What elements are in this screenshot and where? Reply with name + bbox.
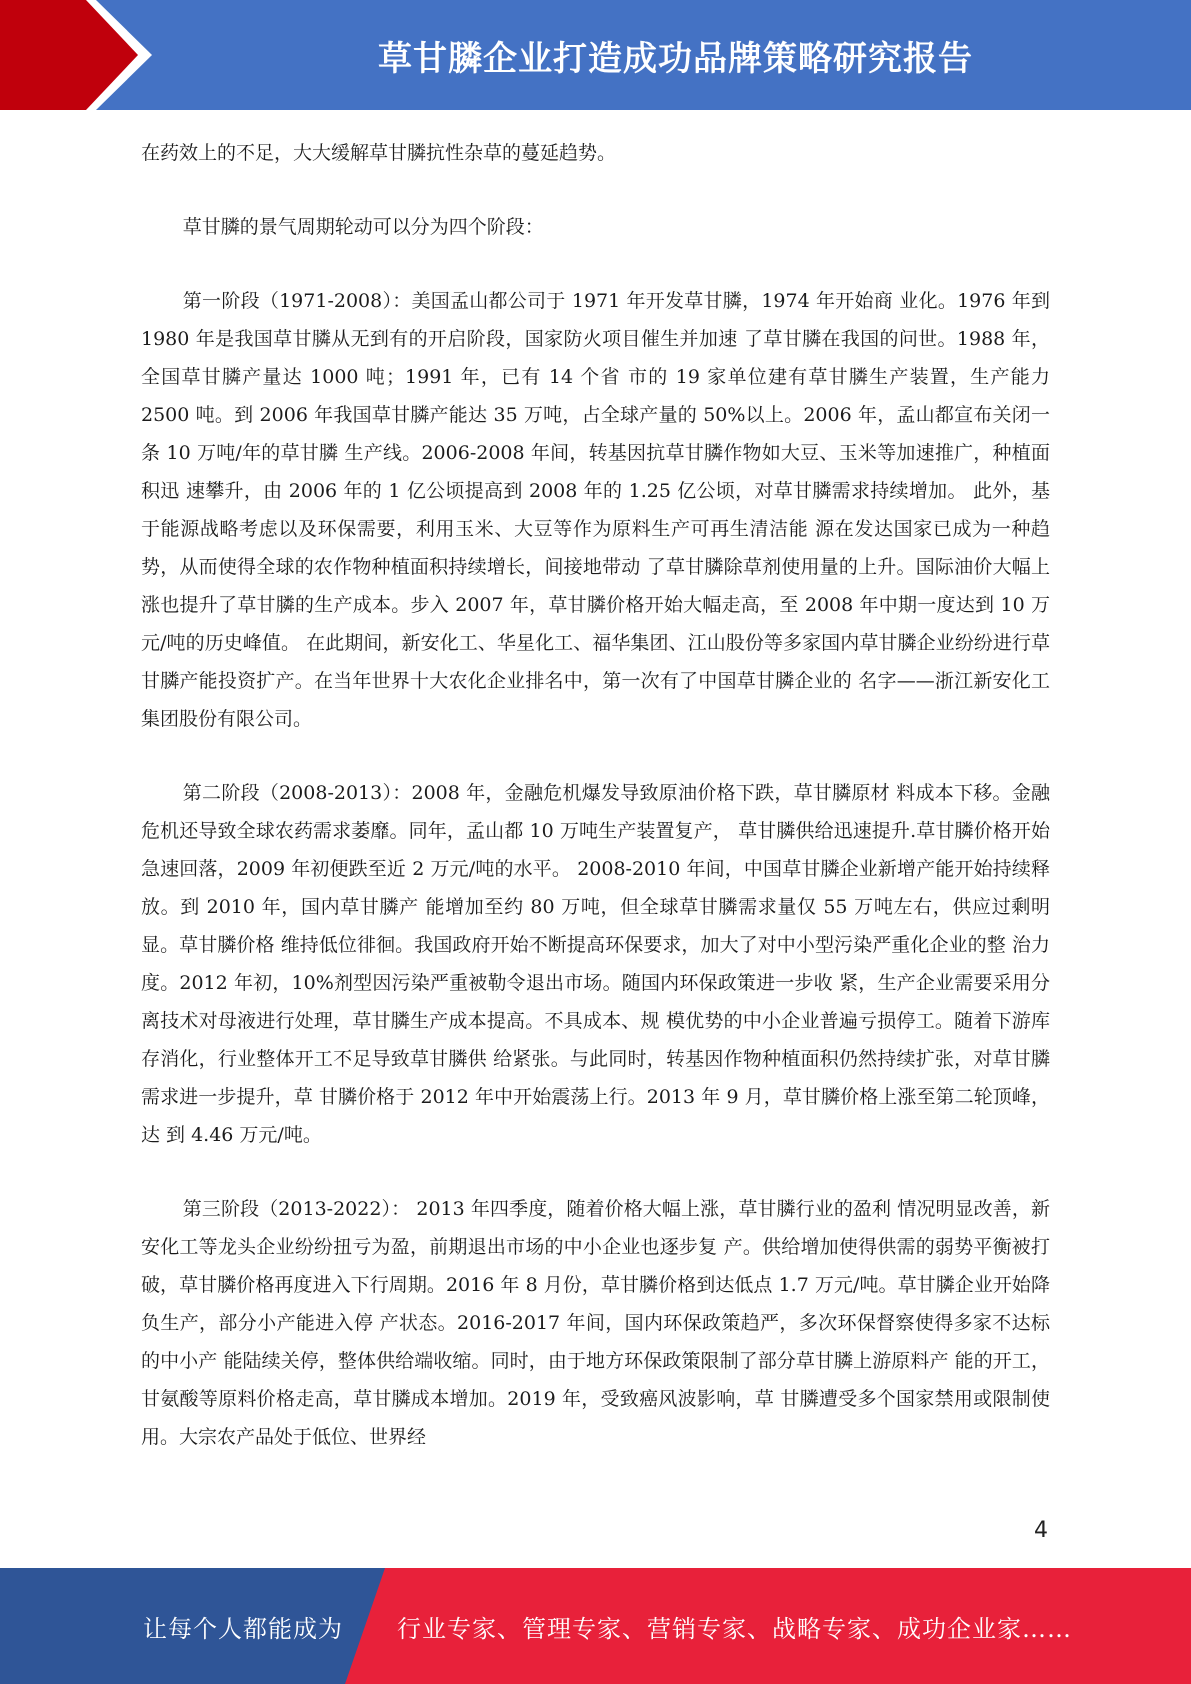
- paragraph-stage-two: 第二阶段（2008-2013）：2008 年，金融危机爆发导致原油价格下跌，草甘膦原材 料成本下移。金融危机还导致全球农药需求萎靡。同年，孟山都 10 万吨生产装置复产， 草甘膦供给迅速提升.草甘膦价格开始急速回落，2009 年初便跌至近 2 万元/吨的水平。 2008-2010 年间，中国草甘膦企业新增产能开始持续释放。到 2010 年，国内草甘膦产 能增加至约 80 万吨，但全球草甘膦需求量仅 55 万吨左右，供应过剩明显。草甘膦价格 维持低位徘徊。我国政府开始不断提高环保要求，加大了对中小型污染严重化企业的整 治力度。2012 年初，10%剂型因污染严重被勒令退出市场。随国内环保政策进一步收 紧，生产企业需要采用分离技术对母液进行处理，草甘膦生产成本提高。不具成本、规 模优势的中小企业普遍亏损停工。随着下游库存消化，行业整体开工不足导致草甘膦供 给紧张。与此同时，转基因作物种植面积仍然持续扩张，对草甘膦需求进一步提升，草 甘膦价格于 2012 年中开始震荡上行。2013 年 9 月，草甘膦价格上涨至第二轮顶峰，达 到 4.46 万元/吨。: [141, 782, 1050, 1146]
- paragraph-stage-three: 第三阶段（2013-2022）： 2013 年四季度，随着价格大幅上涨，草甘膦行业的盈利 情况明显改善，新安化工等龙头企业纷纷扭亏为盈，前期退出市场的中小企业也逐步复 产。供给增加使得供需的弱势平衡被打破，草甘膦价格再度进入下行周期。2016 年 8 月份，草甘膦价格到达低点 1.7 万元/吨。草甘膦企业开始降负生产，部分小产能进入停 产状态。2016-2017 年间，国内环保政策趋严，多次环保督察使得多家不达标的中小产 能陆续关停，整体供给端收缩。同时，由于地方环保政策限制了部分草甘膦上游原料产 能的开工，甘氨酸等原料价格走高，草甘膦成本增加。2019 年，受致癌风波影响，草 甘膦遭受多个国家禁用或限制使用。大宗农产品处于低位、世界经: [141, 1198, 1050, 1448]
- paragraph-continuation: 在药效上的不足，大大缓解草甘膦抗性杂草的蔓延趋势。: [141, 142, 617, 164]
- header-banner: [0, 0, 1191, 110]
- footer-slogan-right: 行业专家、管理专家、营销专家、战略专家、成功企业家……: [397, 1614, 1072, 1643]
- page-number: 4: [1034, 1518, 1048, 1543]
- document-body: [141, 134, 1050, 1492]
- footer-banner: [0, 1568, 1191, 1684]
- paragraph-intro: 草甘膦的景气周期轮动可以分为四个阶段：: [182, 216, 544, 238]
- red-chevron-icon: [0, 0, 160, 110]
- document-title: 草甘膦企业打造成功品牌策略研究报告: [378, 38, 973, 79]
- footer-slogan-left: 让每个人都能成为: [143, 1614, 343, 1643]
- paragraph-stage-one: 第一阶段（1971-2008）：美国孟山都公司于 1971 年开发草甘膦，1974 年开始商 业化。1976 年到 1980 年是我国草甘膦从无到有的开启阶段，国家防火项目催生并加速 了草甘膦在我国的问世。1988 年，全国草甘膦产量达 1000 吨；1991 年，已有 14 个省 市的 19 家单位建有草甘膦生产装置，生产能力 2500 吨。到 2006 年我国草甘膦产能达 35 万吨，占全球产量的 50%以上。2006 年，孟山都宣布关闭一条 10 万吨/年的草甘膦 生产线。2006-2008 年间，转基因抗草甘膦作物如大豆、玉米等加速推广，种植面积迅 速攀升，由 2006 年的 1 亿公顷提高到 2008 年的 1.25 亿公顷，对草甘膦需求持续增加。 此外，基于能源战略考虑以及环保需要，利用玉米、大豆等作为原料生产可再生清洁能 源在发达国家已成为一种趋势，从而使得全球的农作物种植面积持续增长，间接地带动 了草甘膦除草剂使用量的上升。国际油价大幅上涨也提升了草甘膦的生产成本。步入 2007 年，草甘膦价格开始大幅走高，至 2008 年中期一度达到 10 万元/吨的历史峰值。 在此期间，新安化工、华星化工、福华集团、江山股份等多家国内草甘膦企业纷纷进行草甘膦产能投资扩产。在当年世界十大农化企业排名中，第一次有了中国草甘膦企业的 名字——浙江新安化工集团股份有限公司。: [141, 290, 1050, 730]
